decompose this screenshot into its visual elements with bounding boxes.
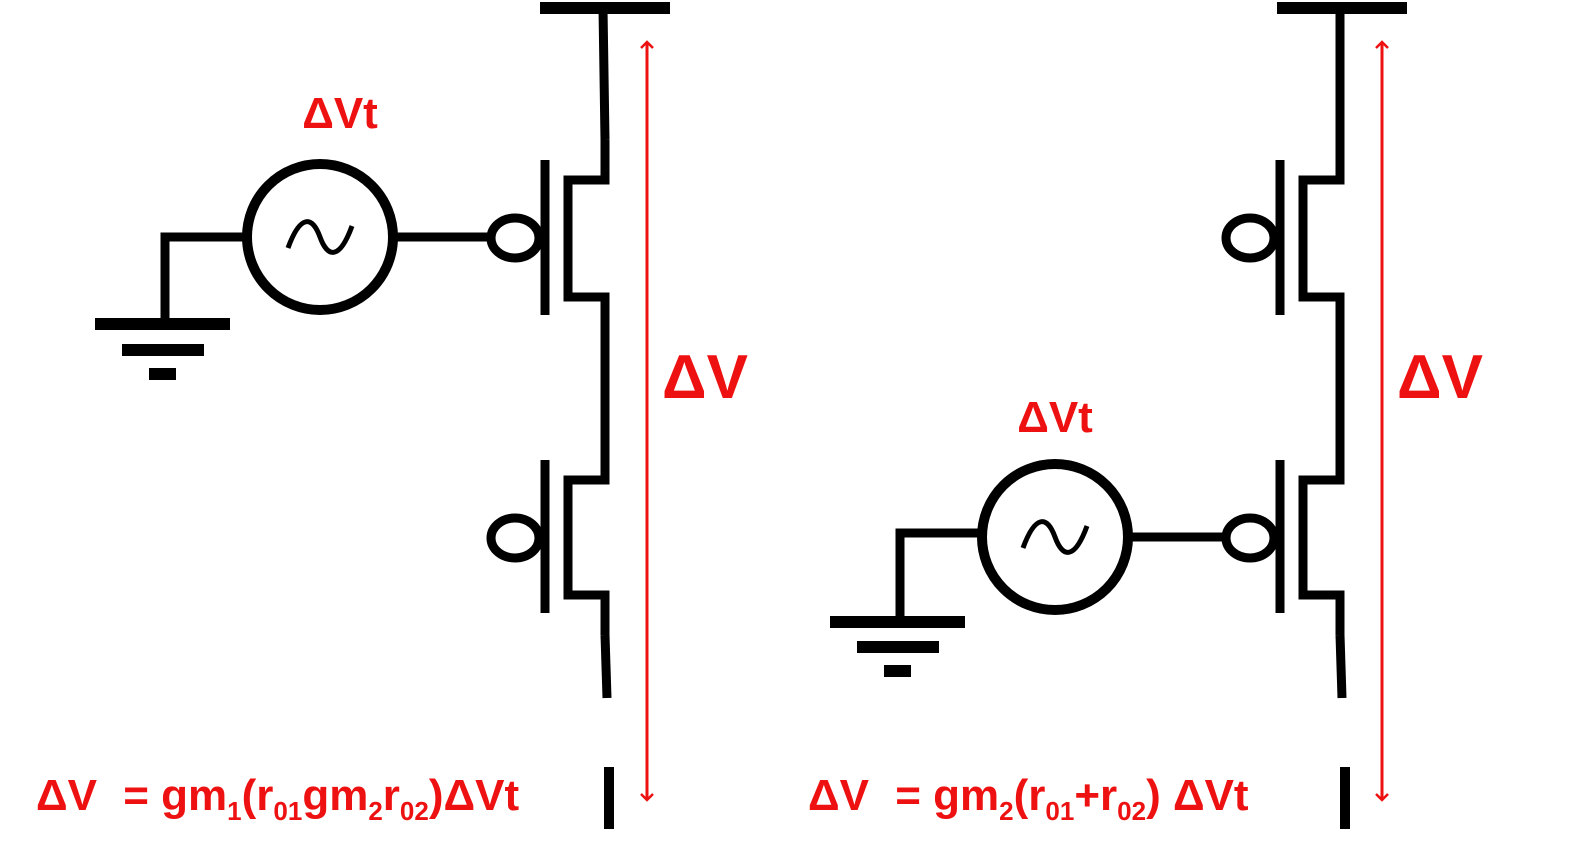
output-label: ΔV	[662, 343, 748, 412]
source-label: ΔVt	[302, 89, 378, 138]
gate-bubble	[491, 518, 539, 558]
equation-right: $\Delta V = gm_2(r_{01}+r_{02})$ ΔVt	[808, 771, 1249, 826]
supply-wire	[603, 8, 605, 140]
pmos-transistor-top	[491, 140, 605, 335]
pmos-transistor-top	[1226, 140, 1340, 335]
equation-left: $\Delta V = gm_1(r_{01}gm_2r_{02})\Delta Vt$	[36, 771, 520, 826]
pmos-transistor-bottom	[491, 440, 605, 635]
pmos-transistor-bottom	[1226, 440, 1340, 635]
circuit-left	[36, 8, 748, 829]
gate-bubble	[1226, 218, 1274, 258]
output-wire	[605, 635, 607, 698]
source-label: ΔVt	[1017, 393, 1093, 442]
output-wire	[1340, 635, 1342, 698]
gate-bubble	[491, 218, 539, 258]
output-label: ΔV	[1397, 343, 1483, 412]
circuit-right	[808, 8, 1483, 829]
gate-bubble	[1226, 518, 1274, 558]
ground-icon	[830, 616, 965, 677]
ground-icon	[95, 318, 230, 380]
